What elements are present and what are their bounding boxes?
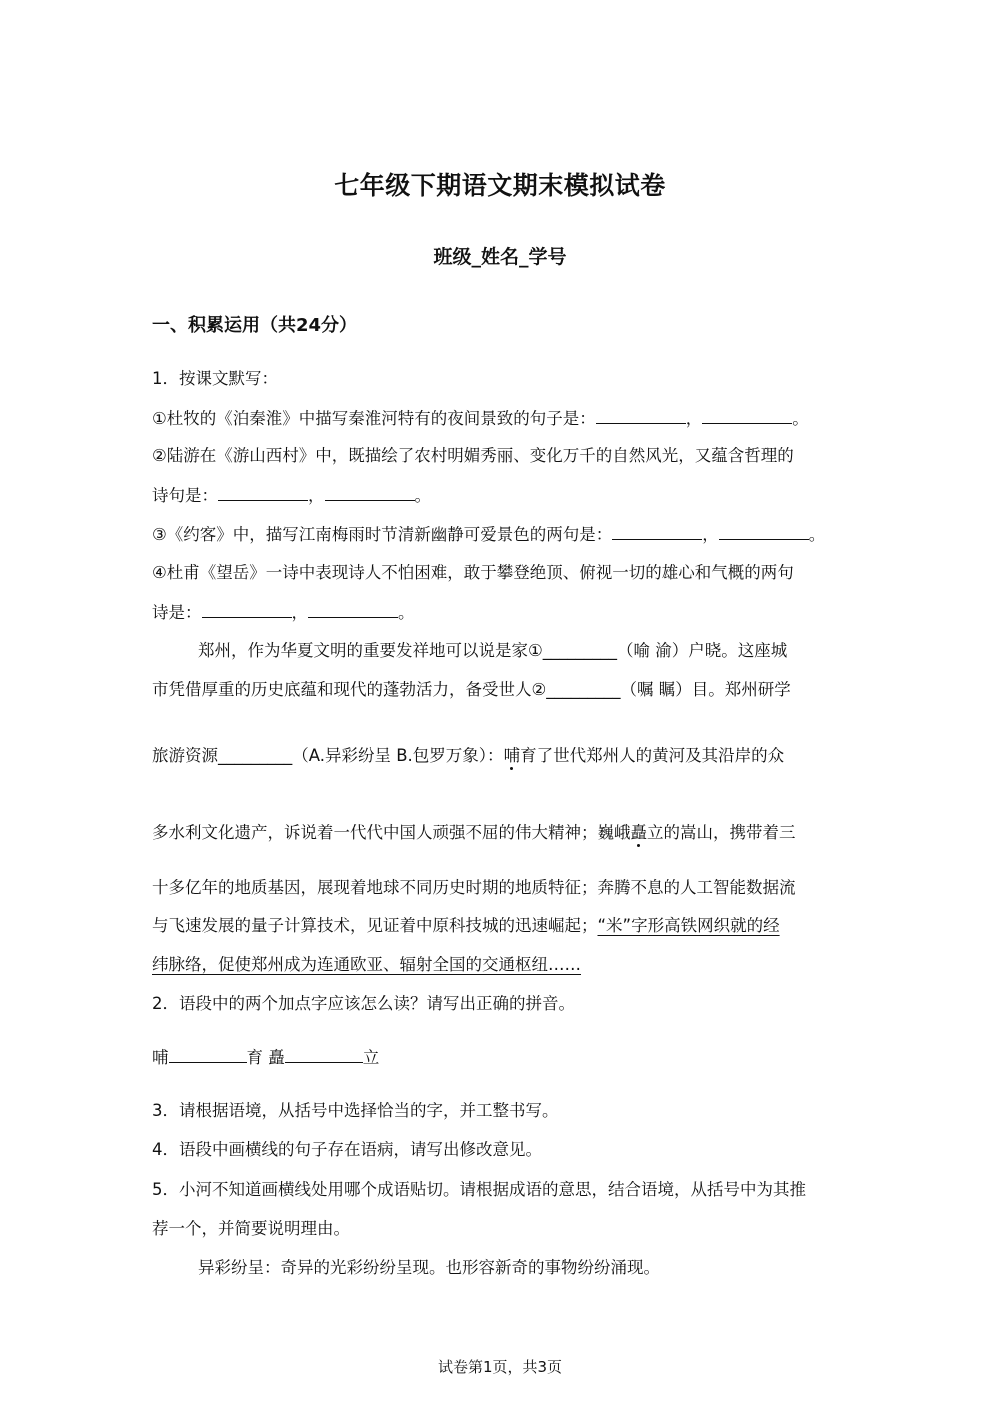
comma: ， <box>291 603 308 622</box>
underlined-sentence: “米”字形高铁网织就的经 <box>597 916 780 935</box>
q2-char-4: 立 <box>362 1048 380 1067</box>
passage-line-7 <box>152 954 581 976</box>
q3-stem: 3．请根据语境，从括号中选择恰当的字，并工整书写。 <box>152 1101 559 1120</box>
answer-blank[interactable] <box>325 484 415 501</box>
page-footer: 试卷第1页，共3页 <box>437 1358 563 1376</box>
idiom-definition: 异彩纷呈：奇异的光彩纷纷呈现。也形容新奇的事物纷纷涌现。 <box>198 1258 660 1277</box>
period: 。 <box>792 409 809 428</box>
dotted-char: 矗 <box>630 823 647 842</box>
passage-line-3-b: 育了世代郑州人的黄河及其沿岸的众 <box>520 746 785 765</box>
q1-item-1 <box>152 407 809 430</box>
answer-blank[interactable] <box>202 601 292 618</box>
q1-item-2-line-1: ②陆游在《游山西村》中，既描绘了农村明媚秀丽、变化万千的自然风光，又蕴含哲理的 <box>152 446 794 465</box>
answer-blank[interactable] <box>596 407 686 424</box>
passage-line-2: 市凭借厚重的历史底蕴和现代的蓬勃活力，备受世人②_________（嘱 瞩）目。郑州研学 <box>152 680 791 699</box>
passage-line-3-a: 旅游资源_________（A.异彩纷呈 B.包罗万象）： <box>152 746 504 765</box>
passage-line-6-a: 与飞速发展的量子计算技术，见证着中原科技城的迅速崛起； <box>152 916 598 935</box>
answer-blank[interactable] <box>218 484 308 501</box>
passage-line-6 <box>152 915 780 937</box>
comma: ， <box>702 525 719 544</box>
q2-char-1: 哺 <box>152 1048 169 1067</box>
underlined-sentence <box>152 955 581 974</box>
q2-char-2: 育 <box>246 1048 263 1067</box>
passage-line-4 <box>152 822 796 844</box>
q5-stem-line-2: 荐一个，并简要说明理由。 <box>152 1219 350 1238</box>
ellipsis: …… <box>548 955 581 974</box>
q2-stem: 2．语段中的两个加点字应该怎么读？请写出正确的拼音。 <box>152 994 575 1013</box>
passage-line-5: 十多亿年的地质基因，展现着地球不同历史时期的地质特征；奔腾不息的人工智能数据流 <box>152 878 796 897</box>
answer-blank[interactable] <box>702 407 792 424</box>
q1-item-3 <box>152 523 825 546</box>
q5-stem-line-1: 5．小河不知道画横线处用哪个成语贴切。请根据成语的意思，结合语境，从括号中为其推 <box>152 1180 806 1199</box>
passage-line-4-a: 多水利文化遗产，诉说着一代代中国人顽强不屈的伟大精神；巍峨 <box>152 823 631 842</box>
answer-blank[interactable] <box>308 601 398 618</box>
pinyin-blank[interactable] <box>285 1046 363 1063</box>
period: 。 <box>808 525 826 544</box>
q1-item-3-text: ③《约客》中，描写江南梅雨时节清新幽静可爱景色的两句是： <box>152 525 613 544</box>
q4-stem: 4．语段中画横线的句子存在语病，请写出修改意见。 <box>152 1140 542 1159</box>
q1-item-4-line-1: ④杜甫《望岳》一诗中表现诗人不怕困难，敢于攀登绝顶、俯视一切的雄心和气概的两句 <box>152 563 794 582</box>
period: 。 <box>414 486 431 505</box>
answer-blank[interactable] <box>612 523 702 540</box>
q2-char-3: 矗 <box>268 1048 285 1067</box>
period: 。 <box>398 603 415 622</box>
answer-blank[interactable] <box>719 523 809 540</box>
passage-line-1: 郑州，作为华夏文明的重要发祥地可以说是家①_________（喻 渝）户晓。这座城 <box>198 641 788 660</box>
q1-stem: 1．按课文默写： <box>152 369 278 388</box>
q1-item-2-line-2 <box>152 484 431 507</box>
dotted-char: 哺 <box>503 746 521 765</box>
q2-answers <box>152 1046 379 1069</box>
q1-item-1-text: ①杜牧的《泊秦淮》中描写秦淮河特有的夜间景致的句子是： <box>152 409 596 428</box>
comma: ， <box>685 409 703 428</box>
passage-line-3 <box>152 745 784 767</box>
comma: ， <box>308 486 325 505</box>
q1-item-4-line-2 <box>152 601 415 624</box>
underlined-sentence-text: 纬脉络，促使郑州成为连通欧亚、辐射全国的交通枢纽 <box>152 955 548 974</box>
pinyin-blank[interactable] <box>169 1046 247 1063</box>
section-heading: 一、积累运用（共24分） <box>152 315 358 336</box>
exam-title: 七年级下期语文期末模拟试卷 <box>334 171 666 200</box>
passage-line-4-b: 立的嵩山，携带着三 <box>647 823 796 842</box>
q1-item-4-text: 诗是： <box>152 603 202 622</box>
q1-item-2-text: 诗句是： <box>152 486 218 505</box>
exam-subtitle: 班级_姓名_学号 <box>433 246 567 268</box>
